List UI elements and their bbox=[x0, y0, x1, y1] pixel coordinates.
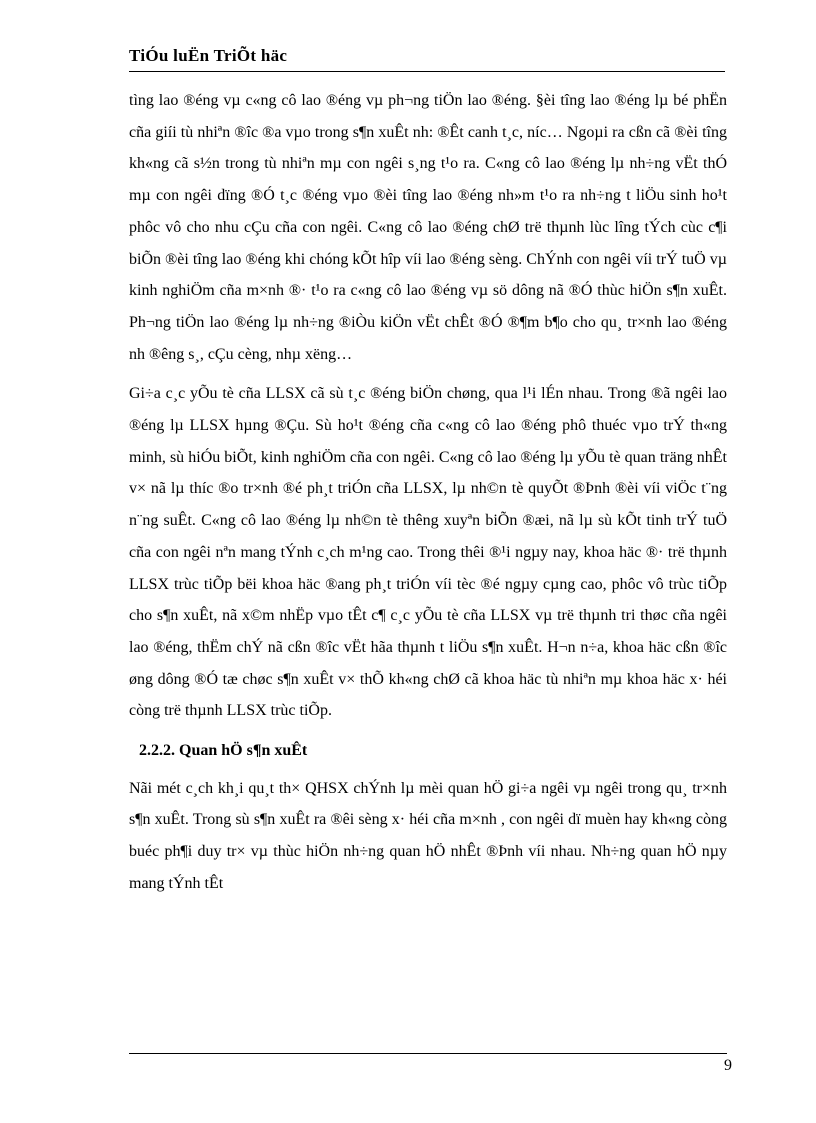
running-header-title: TiÓu luËn TriÕt häc bbox=[129, 46, 288, 65]
body-paragraph: Nãi mét c¸ch kh¸i qu¸t th× QHSX chÝnh lµ mèi quan hÖ gi÷a ngêi vµ ngêi trong qu¸ tr×nh s¶n xuÊt. Trong sù s¶n xuÊt ra ®êi sèng x· héi cña m×nh , con ngêi dï muèn hay kh«ng còng buéc ph¶i duy tr× vµ thùc hiÖn nh÷ng quan hÖ nhÊt ®Þnh víi nhau. Nh÷ng quan hÖ nµy mang tÝnh tÊt bbox=[129, 779, 727, 892]
body-paragraph: tìng lao ®éng vµ c«ng cô lao ®éng vµ ph¬ng tiÖn lao ®éng. §èi tîng lao ®éng lµ bé phËn cña giíi tù nhiªn ®îc ®a vµo trong s¶n xuÊt nh: ®Êt canh t¸c, níc… Ngoµi ra cßn cã ®èi tîng kh«ng cã s½n trong tù nhiªn mµ con ngêi s¸ng t¹o ra. C«ng cô lao ®éng lµ nh÷ng vËt thÓ mµ con ngêi dïng ®Ó t¸c ®éng vµo ®èi tîng lao ®éng nh»m t¹o ra nh÷ng t liÖu sinh ho¹t phôc vô cho nhu cÇu cña con ngêi. C«ng cô lao ®éng chØ trë thµnh lùc lîng tÝch cùc c¶i biÕn ®èi tîng lao ®éng khi chóng kÕt hîp víi lao ®éng sèng. ChÝnh con ngêi víi trÝ tuÖ vµ kinh nghiÖm cña m×nh ®· t¹o ra c«ng cô lao ®éng vµ sö dông nã ®Ó thùc hiÖn s¶n xuÊt. Ph¬ng tiÖn lao ®éng lµ nh÷ng ®iÒu kiÖn vËt chÊt ®Ó ®¶m b¶o cho qu¸ tr×nh lao ®éng nh ®êng s¸, cÇu cèng, nhµ xëng… bbox=[129, 92, 727, 363]
section-heading: 2.2.2. Quan hÖ s¶n xuÊt bbox=[139, 742, 308, 760]
footer-rule bbox=[129, 1053, 727, 1054]
page-number: 9 bbox=[724, 1057, 732, 1074]
body-paragraph: Gi÷a c¸c yÕu tè cña LLSX cã sù t¸c ®éng biÖn chøng, qua l¹i lÉn nhau. Trong ®ã ngêi lao ®éng lµ LLSX hµng ®Çu. Sù ho¹t ®éng cña c«ng cô lao ®éng phô thuéc vµo trÝ th«ng minh, sù hiÓu biÕt, kinh nghiÖm cña con ngêi. C«ng cô lao ®éng lµ yÕu tè quan träng nhÊt v× nã lµ thíc ®o tr×nh ®é ph¸t triÓn cña LLSX, lµ nh©n tè quyÕt ®Þnh ®èi víi viÖc t¨ng n¨ng suÊt. C«ng cô lao ®éng lµ nh©n tè thêng xuyªn biÕn ®æi, nã lµ sù kÕt tinh trÝ tuÖ cña con ngêi nªn mang tÝnh c¸ch m¹ng cao. Trong thêi ®¹i ngµy nay, khoa häc ®· trë thµnh LLSX trùc tiÕp bëi khoa häc ®ang ph¸t triÓn víi tèc ®é ngµy cµng cao, phôc vô trùc tiÕp cho s¶n xuÊt, nã x©m nhËp vµo tÊt c¶ c¸c yÕu tè cña LLSX vµ trë thµnh tri thøc cña ngêi lao ®éng, thËm chÝ nã cßn ®îc vËt hãa thµnh t liÖu s¶n xuÊt. H¬n n÷a, khoa häc cßn ®îc øng dông ®Ó tæ chøc s¶n xuÊt v× thÕ kh«ng chØ cã khoa häc tù nhiªn mµ khoa häc x· héi còng trë thµnh LLSX trùc tiÕp. bbox=[129, 385, 727, 720]
header-rule bbox=[129, 71, 725, 72]
page-body bbox=[129, 85, 727, 908]
